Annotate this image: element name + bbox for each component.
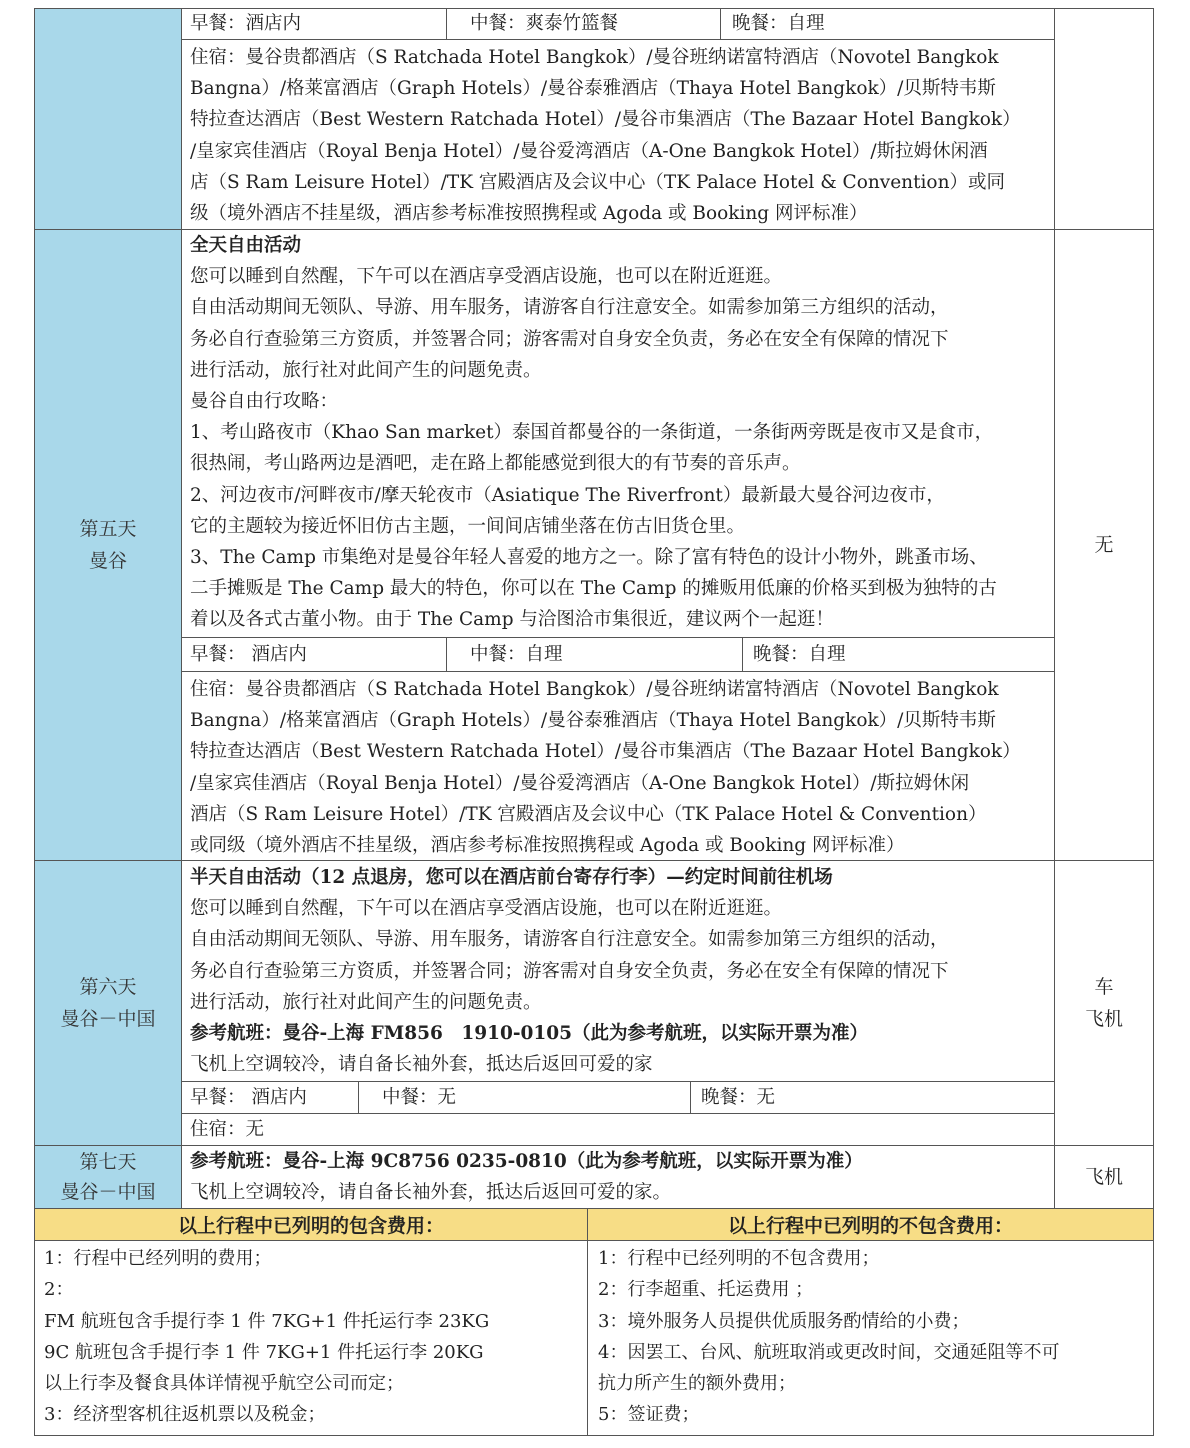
meal-col-sep	[446, 637, 447, 671]
meal-col-sep	[358, 1081, 359, 1113]
day7-label: 第七天	[79, 1151, 137, 1173]
day5-line: 您可以睡到自然醒，下午可以在酒店享受酒店设施，也可以在附近逛逛。	[190, 266, 783, 288]
day5-lunch: 中餐：自理	[470, 644, 563, 665]
day6-transport-car: 车	[1094, 976, 1114, 998]
day6-breakfast: 早餐： 酒店内	[190, 1087, 307, 1108]
meal-col-sep	[742, 637, 743, 671]
excluded-item: 4：因罢工、台风、航班取消或更改时间，交通延阻等不可	[598, 1341, 1060, 1363]
day5-hotel-line: Bangna）/格莱富酒店（Graph Hotels）/曼谷泰雅酒店（Thaya Hotel Bangkok）/贝斯特韦斯	[190, 710, 996, 732]
day6-hotel: 住宿：无	[190, 1119, 265, 1140]
day5-transport	[1055, 230, 1153, 860]
day5-hotel-line: 特拉查达酒店（Best Western Ratchada Hotel）/曼谷市集酒店（The Bazaar Hotel Bangkok）	[190, 741, 1021, 763]
included-item: 3：经济型客机往返机票以及税金；	[44, 1404, 326, 1426]
row-sep	[34, 860, 1154, 861]
day6-line: 务必自行查验第三方资质，并签署合同；游客需对自身安全负责，务必在安全有保障的情况下	[190, 960, 949, 982]
day5-label: 第五天	[79, 518, 137, 540]
meal-sep	[181, 671, 1054, 672]
included-header	[35, 1209, 587, 1240]
day6-content	[190, 862, 1052, 1080]
day5-line: 2、河边夜市/河畔夜市/摩天轮夜市（Asiatique The Riverfront）最新最大曼谷河边夜市，	[190, 484, 945, 506]
day5-hotel-line: 住宿：曼谷贵都酒店（S Ratchada Hotel Bangkok）/曼谷班纳诺富特酒店（Novotel Bangkok	[190, 679, 999, 700]
included-header-text: 以上行程中已列明的包含费用：	[177, 1215, 444, 1237]
row4-hotel-line: 店（S Ram Leisure Hotel）/TK 宫殿酒店及会议中心（TK Palace Hotel & Convention）或同	[190, 171, 1005, 193]
day5-line: 进行活动，旅行社对此间产生的问题免责。	[190, 359, 542, 381]
meal-sep	[181, 39, 1054, 40]
day5-hotel	[190, 674, 1052, 861]
day6-line: 自由活动期间无领队、导游、用车服务，请游客自行注意安全。如需参加第三方组织的活动，	[190, 929, 949, 951]
day5-line: 它的主题较为接近怀旧仿古主题，一间间店铺坐落在仿古旧货仓里。	[190, 515, 746, 537]
day5-transport-text: 无	[1094, 534, 1114, 556]
included-list	[44, 1243, 584, 1431]
day6-line: 进行活动，旅行社对此间产生的问题免责。	[190, 991, 542, 1013]
divider-transport-col	[1054, 8, 1055, 1208]
day6-note: 飞机上空调较冷，请自备长袖外套，抵达后返回可爱的家	[190, 1054, 653, 1076]
row4-hotel-line: 特拉查达酒店（Best Western Ratchada Hotel）/曼谷市集酒店（The Bazaar Hotel Bangkok）	[190, 109, 1021, 131]
day6-cell	[35, 861, 181, 1145]
meal-col-sep	[690, 1081, 691, 1113]
day7-content	[190, 1146, 1052, 1208]
day5-dinner: 晚餐：自理	[753, 644, 846, 665]
day5-content	[190, 230, 1052, 635]
meal-sep	[181, 637, 1054, 638]
day6-dinner: 晚餐：无	[701, 1087, 776, 1108]
day5-line: 自由活动期间无领队、导游、用车服务，请游客自行注意安全。如需参加第三方组织的活动，	[190, 297, 949, 319]
included-item: 2：	[44, 1279, 74, 1301]
excluded-header	[588, 1209, 1153, 1240]
excluded-item: 3：境外服务人员提供优质服务酌情给的小费；	[598, 1310, 970, 1332]
included-item: 1：行程中已经列明的费用；	[44, 1248, 272, 1269]
excluded-item: 抗力所产生的额外费用；	[598, 1373, 796, 1395]
divider-day-col	[181, 8, 182, 1208]
included-item: 以上行李及餐食具体详情视乎航空公司而定；	[44, 1373, 404, 1395]
day6-label: 第六天	[79, 976, 137, 998]
excluded-list	[598, 1243, 1151, 1431]
day6-city: 曼谷－中国	[60, 1008, 156, 1030]
day6-transport	[1055, 861, 1153, 1145]
meal-col-sep	[446, 8, 447, 39]
row-sep	[34, 229, 1154, 230]
day5-breakfast: 早餐： 酒店内	[190, 644, 307, 665]
day7-cell	[35, 1146, 181, 1208]
meal-sep	[181, 1113, 1054, 1114]
row4-dinner: 晚餐：自理	[732, 13, 825, 34]
day5-title: 全天自由活动	[190, 235, 302, 256]
day7-transport	[1055, 1146, 1153, 1208]
border-bottom	[34, 1435, 1154, 1436]
included-item: 9C 航班包含手提行李 1 件 7KG+1 件托运行李 20KG	[44, 1341, 484, 1363]
day6-flight: 参考航班：曼谷-上海 FM856 1910-0105（此为参考航班，以实际开票为准）	[190, 1022, 869, 1044]
day5-cell	[35, 230, 181, 860]
day5-line: 二手摊贩是 The Camp 最大的特色，你可以在 The Camp 的摊贩用低廉的价格买到极为独特的古	[190, 578, 997, 600]
day5-line: 1、考山路夜市（Khao San market）泰国首都曼谷的一条街道，一条街两旁既是夜市又是食市，	[190, 422, 994, 444]
excluded-item: 1：行程中已经列明的不包含费用；	[598, 1248, 880, 1269]
row-sep	[34, 1240, 1154, 1241]
border-left	[34, 8, 35, 1436]
meal-col-sep	[720, 8, 721, 39]
row4-lunch: 中餐：爽泰竹篮餐	[470, 13, 619, 34]
day7-transport-text: 飞机	[1084, 1166, 1123, 1188]
border-right	[1153, 8, 1154, 1436]
day5-line: 曼谷自由行攻略：	[190, 390, 339, 412]
excluded-item: 2：行李超重、托运费用 ；	[598, 1279, 814, 1301]
included-item: FM 航班包含手提行李 1 件 7KG+1 件托运行李 23KG	[44, 1310, 490, 1332]
day5-line: 3、The Camp 市集绝对是曼谷年轻人喜爱的地方之一。除了富有特色的设计小物外，跳蚤市场、	[190, 546, 988, 568]
day6-lunch: 中餐：无	[382, 1087, 457, 1108]
day7-note: 飞机上空调较冷，请自备长袖外套，抵达后返回可爱的家。	[190, 1182, 672, 1204]
day5-city: 曼谷	[88, 550, 127, 572]
row4-hotel-line: /皇家宾佳酒店（Royal Benja Hotel）/曼谷爱湾酒店（A-One Bangkok Hotel）/斯拉姆休闲酒	[190, 140, 988, 162]
row4-hotel-line: Bangna）/格莱富酒店（Graph Hotels）/曼谷泰雅酒店（Thaya Hotel Bangkok）/贝斯特韦斯	[190, 78, 996, 100]
day6-line: 您可以睡到自然醒，下午可以在酒店享受酒店设施，也可以在附近逛逛。	[190, 898, 783, 920]
row4-hotel-line: 级（境外酒店不挂星级，酒店参考标准按照携程或 Agoda 或 Booking 网评标准）	[190, 202, 868, 224]
day5-hotel-line: /皇家宾佳酒店（Royal Benja Hotel）/曼谷爱湾酒店（A-One Bangkok Hotel）/斯拉姆休闲	[190, 772, 970, 794]
excluded-header-text: 以上行程中已列明的不包含费用：	[727, 1215, 1013, 1237]
row4-hotel	[190, 42, 1052, 229]
day4-cell	[35, 8, 181, 229]
day7-city: 曼谷－中国	[60, 1181, 156, 1203]
day5-line: 着以及各式古董小物。由于 The Camp 与洽图洽市集很近，建议两个一起逛！	[190, 609, 834, 631]
excluded-item: 5：签证费；	[598, 1404, 700, 1426]
day6-title: 半天自由活动（12 点退房，您可以在酒店前台寄存行李）—约定时间前往机场	[190, 867, 833, 888]
day5-line: 很热闹，考山路两边是酒吧，走在路上都能感觉到很大的有节奏的音乐声。	[190, 453, 801, 475]
day5-hotel-line: 或同级（境外酒店不挂星级，酒店参考标准按照携程或 Agoda 或 Booking 网评标准）	[190, 834, 905, 856]
day5-hotel-line: 酒店（S Ram Leisure Hotel）/TK 宫殿酒店及会议中心（TK Palace Hotel & Convention）	[190, 803, 987, 825]
day7-flight: 参考航班：曼谷-上海 9C8756 0235-0810（此为参考航班，以实际开票为准）	[190, 1151, 863, 1172]
fee-col-sep	[587, 1208, 588, 1436]
row-sep	[34, 1145, 1154, 1146]
day5-line: 务必自行查验第三方资质，并签署合同；游客需对自身安全负责，务必在安全有保障的情况下	[190, 328, 949, 350]
row4-hotel-line: 住宿：曼谷贵都酒店（S Ratchada Hotel Bangkok）/曼谷班纳诺富特酒店（Novotel Bangkok	[190, 47, 999, 68]
row4-breakfast: 早餐：酒店内	[190, 13, 302, 34]
row-sep	[34, 1208, 1154, 1209]
day6-transport-plane: 飞机	[1084, 1008, 1123, 1030]
meal-sep	[181, 1081, 1054, 1082]
border-top	[34, 8, 1154, 9]
